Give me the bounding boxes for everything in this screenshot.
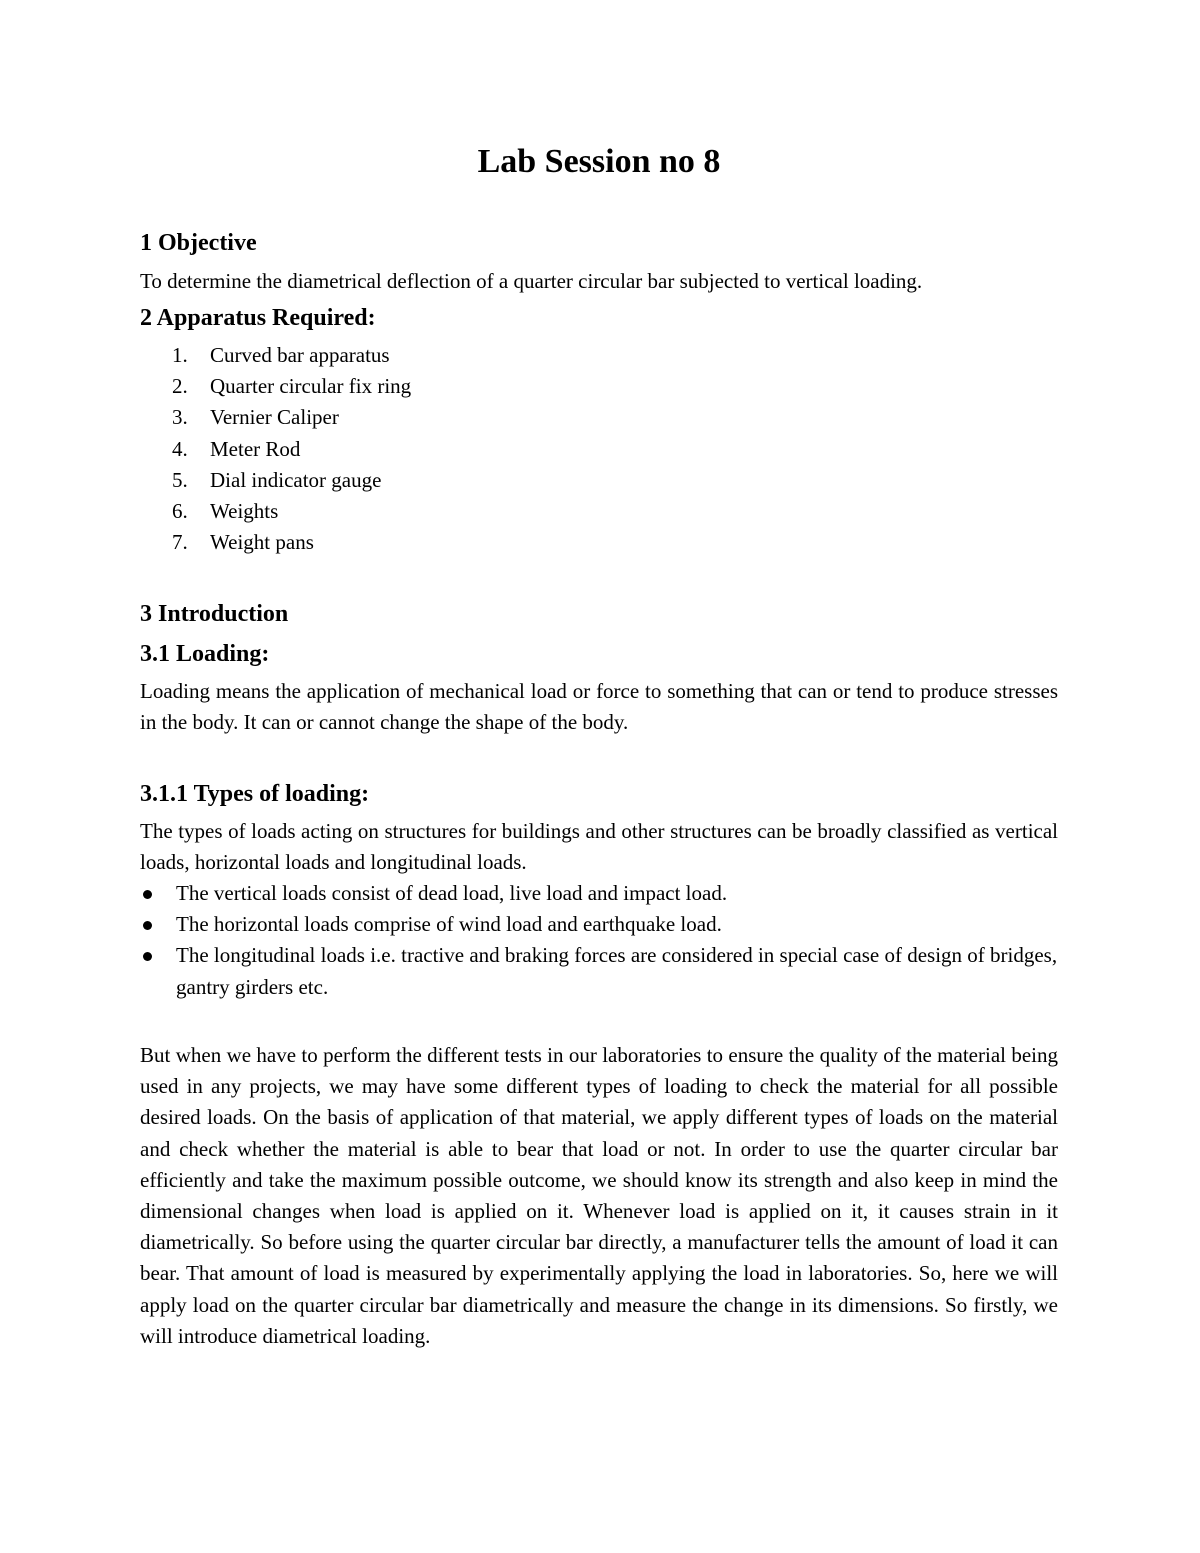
list-item: [140, 909, 1058, 940]
objective-text: To determine the diametrical deflection of a quarter circular bar subjected to vertical loading.: [140, 269, 923, 293]
list-item-label: Vernier Caliper: [210, 405, 339, 430]
list-item: [140, 465, 411, 496]
closing-paragraph: But when we have to perform the different tests in our laboratories to ensure the quality of the material being used in any projects, we may have some different types of loading to check the material for all possible desired loads. On the basis of application of that material, we apply different types of loads on the material and check whether the material is able to bear that load or not. In order to use the quarter circular bar efficiently and take the maximum possible outcome, we should know its strength and also keep in mind the dimensional changes when load is applied on it. Whenever load is applied on it, it causes strain in it diametrically. So before using the quarter circular bar directly, a manufacturer tells the amount of load it can bear. That amount of load is measured by experimentally applying the load in laboratories. So, here we will apply load on the quarter circular bar diametrically and measure the change in its dimensions. So firstly, we will introduce diametrical loading.: [140, 1043, 1058, 1348]
list-item-label: Weight pans: [210, 530, 314, 555]
list-item-label: The vertical loads consist of dead load, live load and impact load.: [176, 881, 728, 905]
loading-heading: 3.1 Loading:: [140, 641, 270, 667]
list-item: [140, 402, 411, 433]
bullet-icon: [143, 952, 152, 961]
list-item-number: 6.: [172, 499, 188, 524]
list-item: [140, 371, 411, 402]
list-item-label: The horizontal loads comprise of wind load and earthquake load.: [176, 912, 722, 937]
bullet-icon: [143, 890, 152, 899]
list-item-label: Meter Rod: [210, 436, 301, 461]
list-item-number: 5.: [172, 467, 188, 492]
list-item-label: Curved bar apparatus: [210, 343, 390, 367]
types-of-loading-text: The types of loads acting on structures for buildings and other structures can be broadly classified as vertical loads, horizontal loads and longitudinal loads.: [140, 819, 1058, 875]
apparatus-heading: 2 Apparatus Required:: [140, 305, 376, 331]
list-item-label: Weights: [210, 499, 279, 524]
page-title: Lab Session no 8: [477, 143, 721, 180]
list-item-number: 1.: [172, 343, 188, 367]
introduction-heading: 3 Introduction: [140, 601, 289, 627]
bullet-icon: [143, 921, 152, 930]
list-item: [140, 878, 1058, 909]
list-item: [140, 434, 411, 465]
list-item-number: 3.: [172, 405, 188, 430]
list-item: [140, 940, 1058, 1002]
list-item-number: 4.: [172, 436, 188, 461]
list-item-number: 7.: [172, 530, 188, 555]
list-item-label: Quarter circular fix ring: [210, 374, 412, 399]
list-item: [140, 340, 411, 371]
list-item-number: 2.: [172, 374, 188, 399]
types-of-loading-heading: 3.1.1 Types of loading:: [140, 781, 370, 807]
list-item: [140, 496, 411, 527]
list-item-label: Dial indicator gauge: [210, 467, 382, 492]
objective-heading: 1 Objective: [140, 230, 257, 256]
list-item-label: The longitudinal loads i.e. tractive and braking forces are considered in special case of design of bridges, gantry girders etc.: [176, 943, 1058, 999]
load-types-list: [140, 878, 1058, 1003]
apparatus-list: [140, 340, 411, 558]
list-item: [140, 527, 411, 558]
loading-text: Loading means the application of mechanical load or force to something that can or tend to produce stresses in the body. It can or cannot change the shape of the body.: [140, 679, 1058, 735]
